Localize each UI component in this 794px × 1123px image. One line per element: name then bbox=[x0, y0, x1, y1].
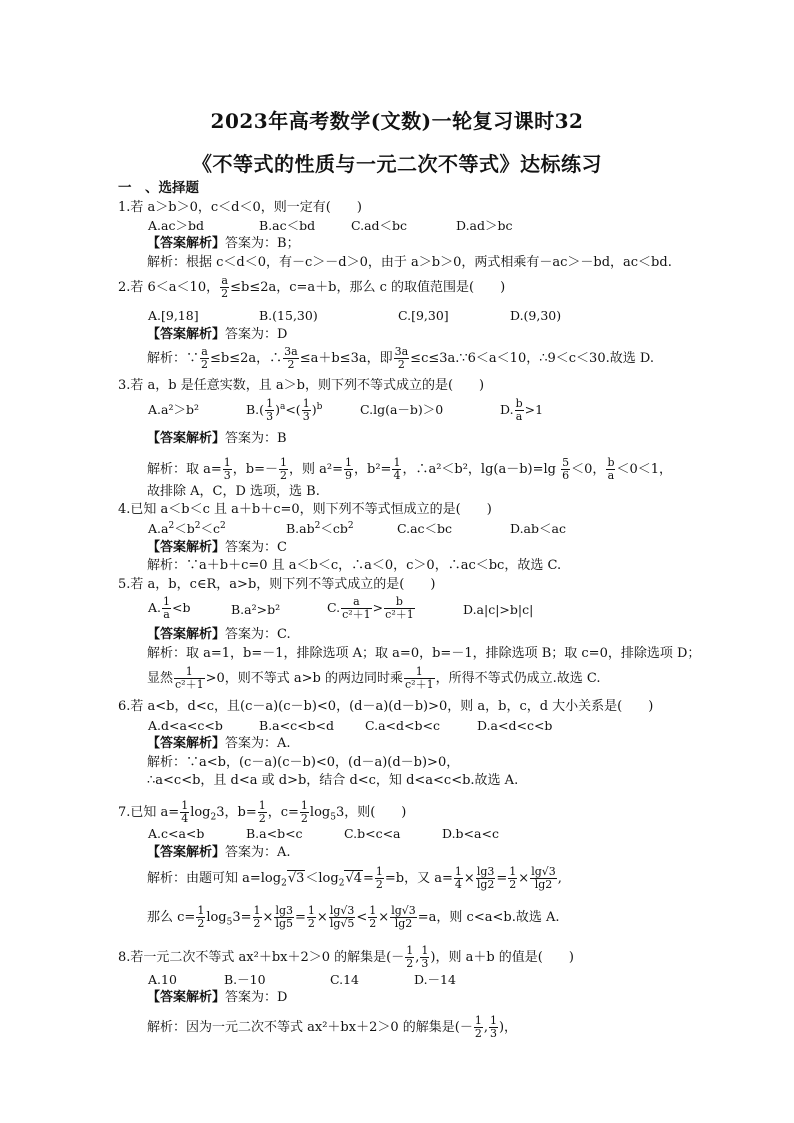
q5-option-a: A. $\frac{1}{a}$ <b bbox=[148, 595, 191, 621]
q8-option-b: B.－10 bbox=[224, 972, 266, 987]
q7-option-c: C.b<c<a bbox=[344, 826, 401, 841]
question-4-stem: 4.已知 a＜b＜c 且 a＋b＋c=0，则下列不等式恒成立的是( ) bbox=[118, 502, 492, 517]
q1-answer: 【答案解析】答案为：B； bbox=[147, 236, 300, 251]
q2-analysis: 解析：∵ $\frac{a}{2}$ ≤b≤2a，∴ $\frac{3a}{2}$ ≤a＋b≤3a，即 $\frac{3a}{2}$ ≤c≤3a.∵6＜a＜10，∴9＜c＜30.故选 D. bbox=[147, 345, 654, 371]
q7-option-b: B.a<b<c bbox=[246, 826, 303, 841]
question-1-stem: 1.若 a＞b＞0，c＜d＜0，则一定有( ) bbox=[118, 200, 362, 215]
q2-option-a: A.[9,18] bbox=[148, 308, 199, 323]
q2-answer: 【答案解析】答案为：D bbox=[147, 327, 288, 342]
q6-analysis-line1: 解析：∵a<b，(c－a)(c－b)<0，(d－a)(d－b)>0， bbox=[147, 755, 460, 770]
q4-option-d: D.ab＜ac bbox=[510, 521, 566, 536]
q2-option-c: C.[9,30] bbox=[398, 308, 449, 323]
q4-option-b: $B.ab^2<cb^2$ bbox=[286, 520, 354, 536]
q8-analysis: 解析：因为一元二次不等式 ax²＋bx＋2＞0 的解集是(－ $\frac{1}{2}$ , $\frac{1}{3}$ )， bbox=[147, 1014, 518, 1040]
q6-analysis-line2: ∴a<c<b，且 d<a 或 d>b，结合 d<c，知 d<a<c<b.故选 A. bbox=[147, 773, 519, 788]
q8-option-c: C.14 bbox=[330, 972, 359, 987]
q5-analysis-line1: 解析：取 a=1，b=－1，排除选项 A；取 a=0，b=－1，排除选项 B；取 c=0，排除选项 D； bbox=[147, 646, 701, 661]
q3-answer: 【答案解析】答案为：B bbox=[147, 431, 287, 446]
question-8-stem: 8.若一元二次不等式 ax²＋bx＋2＞0 的解集是(－ $\frac{1}{2}$ , $\frac{1}{3}$ )，则 a＋b 的值是( ) bbox=[118, 944, 574, 970]
document-title-line1: 2023年高考数学(文数)一轮复习课时32 bbox=[210, 109, 584, 133]
q3-analysis-line2: 故排除 A，C，D 选项，选 B. bbox=[147, 484, 320, 499]
q3-option-b: B.( $\frac{1}{3}$ )$^a$<( $\frac{1}{3}$ )$^b$ bbox=[246, 397, 323, 423]
question-7-stem: 7.已知 a= $\frac{1}{4}$ $\log_23$，b= $\frac{1}{2}$ ，c= $\frac{1}{2}$ $\log_53$，则( ) bbox=[118, 799, 407, 825]
q1-analysis: 解析：根据 c＜d＜0，有－c＞－d＞0，由于 a＞b＞0，两式相乘有－ac＞－bd，ac＜bd. bbox=[147, 255, 672, 270]
section-heading: 一 、选择题 bbox=[118, 180, 199, 196]
q5-option-c: C. $\frac{a}{\text{c²＋1}}$ > $\frac{b}{\text{c²＋1}}$ bbox=[327, 595, 414, 621]
q6-answer: 【答案解析】答案为：A. bbox=[147, 736, 291, 751]
q3-analysis: 解析：取 a= $\frac{1}{3}$ ，b=－ $\frac{1}{2}$ ，则 a²= $\frac{1}{9}$ ，b²= $\frac{1}{4}$ ，∴a²＜b²，lg(a－b)=lg $\frac{5}{6}$ ＜0， $\frac{b}{a}$ ＜0＜1， bbox=[147, 456, 673, 482]
q8-answer: 【答案解析】答案为：D bbox=[147, 990, 288, 1005]
q1-option-a: A.ac＞bd bbox=[148, 218, 204, 233]
q5-option-d: D.a|c|>b|c| bbox=[463, 602, 534, 617]
q4-analysis: 解析：∵a＋b＋c=0 且 a＜b＜c，∴a＜0，c＞0，∴ac＜bc，故选 C. bbox=[147, 558, 562, 573]
q7-option-a: A.c<a<b bbox=[148, 826, 205, 841]
q3-option-c: C.lg(a－b)＞0 bbox=[360, 402, 444, 417]
q6-option-d: D.a<d<c<b bbox=[477, 718, 553, 733]
question-2-stem: 2.若 6＜a＜10， $\frac{a}{2}$ ≤b≤2a，c=a＋b，那么 c 的取值范围是( ) bbox=[118, 274, 506, 300]
q8-option-d: D.－14 bbox=[414, 972, 456, 987]
q6-option-c: C.a<d<b<c bbox=[365, 718, 440, 733]
q1-option-c: C.ad＜bc bbox=[351, 218, 408, 233]
q3-option-d: D. $\frac{b}{a}$ >1 bbox=[500, 397, 544, 423]
q4-option-a: $A.a^2<b^2<c^2$ bbox=[148, 520, 226, 536]
q4-answer: 【答案解析】答案为：C bbox=[147, 540, 287, 555]
q5-answer: 【答案解析】答案为：C. bbox=[147, 627, 291, 642]
q7-option-d: D.b<a<c bbox=[442, 826, 499, 841]
q7-answer: 【答案解析】答案为：A. bbox=[147, 845, 291, 860]
q2-option-b: B.(15,30) bbox=[259, 308, 318, 323]
question-3-stem: 3.若 a，b 是任意实数，且 a＞b，则下列不等式成立的是( ) bbox=[118, 378, 485, 393]
document-title-line2: 《不等式的性质与一元二次不等式》达标练习 bbox=[192, 152, 602, 176]
q5-analysis-line2: 显然 $\frac{1}{\text{c²＋1}}$ >0，则不等式 a>b 的两边同时乘 $\frac{1}{\text{c²＋1}}$ ，所得不等式仍成立.故选 C. bbox=[147, 665, 601, 691]
q1-option-d: D.ad＞bc bbox=[456, 218, 513, 233]
q2-option-d: D.(9,30) bbox=[510, 308, 562, 323]
q7-analysis-line1: 解析：由题可知 $a=\log_2√3<\log_2√4=$ $\frac{1}{2}$ =b，又 a= $\frac{1}{4}$ × $\frac{\lg 3}{\lg 2}$ = $\frac{1}{2}$ × $\frac{\lg√3}{\lg 2}$ , bbox=[147, 865, 562, 891]
q7-analysis-line2: 那么 c= $\frac{1}{2}$ $\log_53=$ $\frac{1}{2}$ × $\frac{\lg 3}{\lg 5}$ = $\frac{1}{2}$ × $\frac{\lg√3}{\lg√5}$ < $\frac{1}{2}$ × $\frac{\lg√3}{\lg 2}$ =a，则 c<a<b.故选 A. bbox=[147, 904, 560, 930]
q6-option-b: B.a<c<b<d bbox=[259, 718, 335, 733]
q4-option-c: C.ac＜bc bbox=[397, 521, 453, 536]
q6-option-a: A.d<a<c<b bbox=[148, 718, 223, 733]
q8-option-a: A.10 bbox=[148, 972, 177, 987]
question-5-stem: 5.若 a，b，c∈R，a>b，则下列不等式成立的是( ) bbox=[118, 577, 436, 592]
q1-option-b: B.ac＜bd bbox=[259, 218, 316, 233]
q5-option-b: B.a²>b² bbox=[231, 602, 281, 617]
q3-option-a: A.a²＞b² bbox=[148, 402, 199, 417]
question-6-stem: 6.若 a<b，d<c，且(c－a)(c－b)<0，(d－a)(d－b)>0，则 a，b，c，d 大小关系是( ) bbox=[118, 699, 654, 714]
